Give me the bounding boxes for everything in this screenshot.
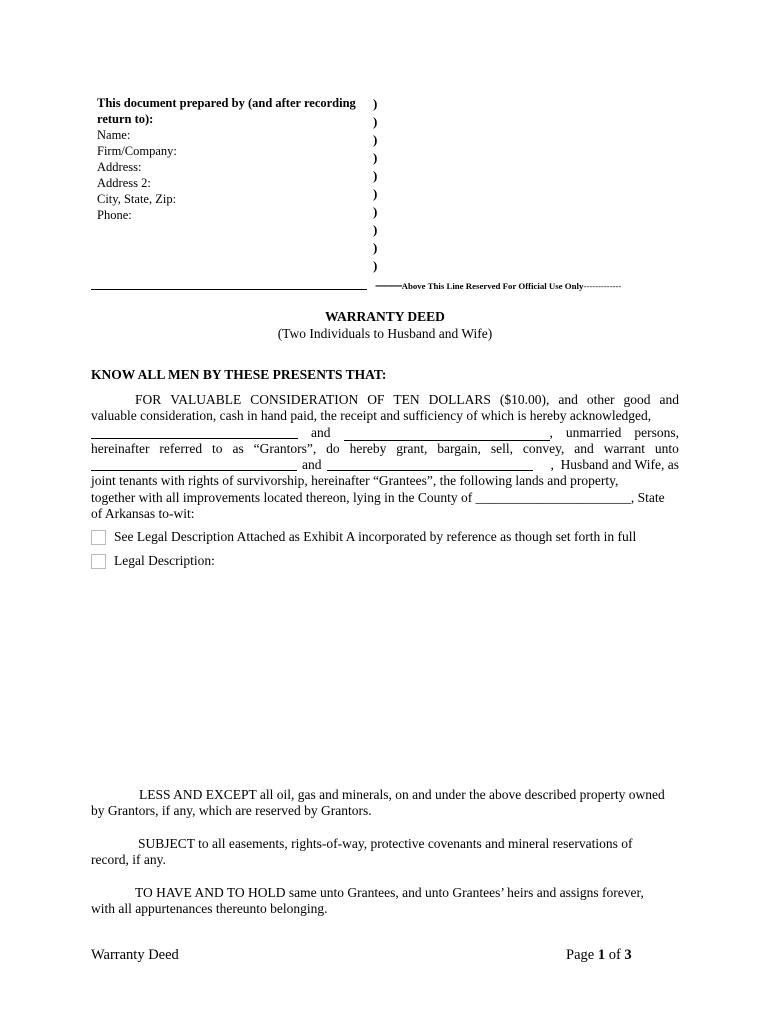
word: “Grantors”, xyxy=(253,440,317,456)
line-text: SUBJECT to all easements, rights-of-way, protective covenants and mineral reservations of xyxy=(138,836,633,851)
legal-description-checkbox[interactable] xyxy=(91,554,106,569)
consideration-paragraph xyxy=(91,392,679,522)
word: sell, xyxy=(490,440,513,456)
line-text: LESS AND EXCEPT all oil, gas and minerals, on and under the above described property owned xyxy=(139,787,665,802)
line-text: of Arkansas to-wit: xyxy=(91,506,195,522)
habendum-paragraph xyxy=(91,885,679,918)
word: do xyxy=(326,440,340,456)
paren: ) xyxy=(373,96,378,111)
word: referred xyxy=(159,440,203,456)
subject-to-line-2 xyxy=(91,852,679,868)
word: OF xyxy=(367,392,385,407)
preparer-phone-label: Phone: xyxy=(97,208,132,222)
word: FOR xyxy=(135,392,162,407)
word: DOLLARS xyxy=(428,392,491,407)
word: bargain, xyxy=(437,440,481,456)
subject-to-paragraph xyxy=(91,836,679,869)
footer-page-number xyxy=(566,947,632,964)
paren: ) xyxy=(373,132,378,147)
grantor-1-blank[interactable] xyxy=(91,425,298,439)
consideration-line-3 xyxy=(91,425,679,441)
grantor-2-blank[interactable] xyxy=(344,427,550,441)
grantee-2-blank[interactable] xyxy=(327,457,533,471)
habendum-line-1 xyxy=(91,885,679,901)
paren: ) xyxy=(373,258,378,273)
preparer-heading-1: This document prepared by (and after recording xyxy=(97,96,356,110)
paren: ) xyxy=(373,186,378,201)
paren: ) xyxy=(373,168,378,183)
exhibit-option-label: See Legal Description Attached as Exhibit A incorporated by reference as though set forth in full xyxy=(114,529,637,544)
paren-column xyxy=(373,95,383,275)
preparer-address-label: Address: xyxy=(97,160,142,174)
habendum-line-2 xyxy=(91,901,679,917)
word: CONSIDERATION xyxy=(250,392,359,407)
word: and xyxy=(574,440,594,456)
word: and xyxy=(558,392,578,407)
paren: ) xyxy=(373,204,378,219)
word: other xyxy=(586,392,615,407)
paren: ) xyxy=(373,240,378,255)
line-text: TO HAVE AND TO HOLD same unto Grantees, and unto Grantees’ heirs and assigns forever, xyxy=(135,885,644,900)
consideration-line-5 xyxy=(91,457,679,473)
preparer-address2-label: Address 2: xyxy=(97,176,151,190)
word: as xyxy=(232,440,244,456)
word: hereby xyxy=(349,440,387,456)
consideration-line-8 xyxy=(91,506,679,522)
consideration-line-7 xyxy=(91,490,679,506)
word: warrant xyxy=(603,440,645,456)
line-text: joint tenants with rights of survivorship, hereinafter “Grantees”, the following lands and property, xyxy=(91,473,619,489)
preparer-heading-2: return to): xyxy=(97,112,154,126)
word: hereinafter xyxy=(91,440,150,456)
document-subtitle: (Two Individuals to Husband and Wife) xyxy=(277,326,493,341)
line-text: , Husband and Wife, as xyxy=(550,457,679,473)
line-text: with all appurtenances thereunto belonging. xyxy=(91,901,328,917)
word: convey, xyxy=(522,440,565,456)
line-text: record, if any. xyxy=(91,852,166,868)
less-except-line-2 xyxy=(91,803,679,819)
footer-document-name: Warranty Deed xyxy=(91,947,179,963)
word: unto xyxy=(654,440,679,456)
document-title: WARRANTY DEED xyxy=(325,309,445,324)
word: VALUABLE xyxy=(170,392,242,407)
word: good xyxy=(623,392,651,407)
reserved-dashes: -------- xyxy=(375,277,402,292)
exhibit-checkbox[interactable] xyxy=(91,530,106,545)
consideration-line-1 xyxy=(91,392,679,408)
word: and xyxy=(311,424,331,440)
word: grant, xyxy=(396,440,428,456)
consideration-line-4 xyxy=(91,441,679,457)
less-except-paragraph xyxy=(91,787,679,820)
current-page: 1 xyxy=(597,947,606,963)
preparer-name-label: Name: xyxy=(97,128,131,142)
word: TEN xyxy=(393,392,420,407)
reserved-text: Above This Line Reserved For Official Use Only xyxy=(401,281,584,291)
preparer-block xyxy=(97,95,367,223)
preparer-firm-label: Firm/Company: xyxy=(97,144,177,158)
consideration-line-6 xyxy=(91,473,679,489)
grantee-1-blank[interactable] xyxy=(91,457,297,471)
page-label: Page xyxy=(566,947,595,963)
line-text: together with all improvements located thereon, lying in the County of _______________________, State xyxy=(91,489,665,505)
word: and xyxy=(302,457,322,473)
preparer-city-label: City, State, Zip: xyxy=(97,192,177,206)
line-text: by Grantors, if any, which are reserved by Grantors. xyxy=(91,803,372,819)
reserved-notice xyxy=(375,277,621,293)
legal-description-label: Legal Description: xyxy=(114,553,215,568)
paren: ) xyxy=(373,114,378,129)
legal-description-option[interactable] xyxy=(91,553,215,569)
reserved-tail: ------------- xyxy=(583,281,622,291)
word: unmarried xyxy=(565,424,622,440)
word: persons, xyxy=(634,424,679,440)
line-text: valuable consideration, cash in hand paid, the receipt and sufficiency of which is hereby acknowledged, xyxy=(91,408,652,424)
of-label: of xyxy=(608,947,621,963)
consideration-line-2 xyxy=(91,408,679,424)
preparer-divider-line xyxy=(91,289,367,290)
know-all-men-heading: KNOW ALL MEN BY THESE PRESENTS THAT: xyxy=(91,367,387,382)
word: to xyxy=(212,440,223,456)
word: , xyxy=(549,424,553,440)
total-pages: 3 xyxy=(624,947,632,963)
word: and xyxy=(659,392,679,407)
word: ($10.00), xyxy=(499,392,550,407)
subject-to-line-1 xyxy=(91,836,679,852)
paren: ) xyxy=(373,222,378,237)
exhibit-option[interactable] xyxy=(91,529,636,545)
paren: ) xyxy=(373,150,378,165)
less-except-line-1 xyxy=(91,787,679,803)
